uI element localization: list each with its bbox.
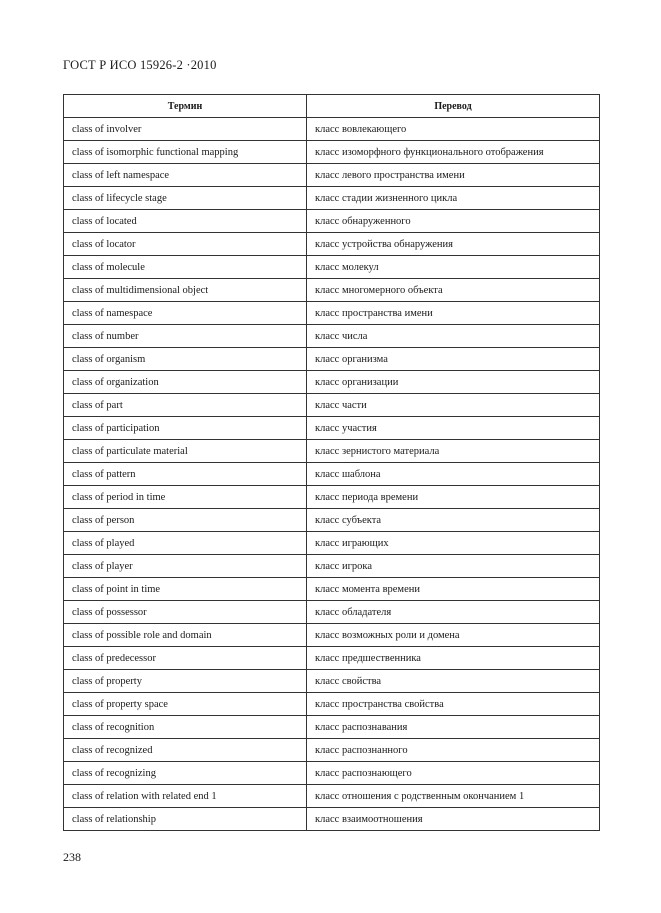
term-cell: class of isomorphic functional mapping (64, 141, 307, 164)
term-cell: class of pattern (64, 463, 307, 486)
table-row (64, 555, 600, 578)
translation-cell: класс обладателя (307, 601, 600, 624)
terms-table (63, 94, 600, 831)
table-row (64, 325, 600, 348)
term-cell: class of organism (64, 348, 307, 371)
translation-cell: класс возможных роли и домена (307, 624, 600, 647)
term-cell: class of number (64, 325, 307, 348)
table-row (64, 808, 600, 831)
term-cell: class of locator (64, 233, 307, 256)
term-cell: class of multidimensional object (64, 279, 307, 302)
translation-cell: класс пространства имени (307, 302, 600, 325)
translation-cell: класс свойства (307, 670, 600, 693)
table-row (64, 647, 600, 670)
table-row (64, 624, 600, 647)
table-row (64, 785, 600, 808)
term-cell: class of left namespace (64, 164, 307, 187)
table-row (64, 693, 600, 716)
term-cell: class of namespace (64, 302, 307, 325)
translation-cell: класс участия (307, 417, 600, 440)
table-header-row (64, 95, 600, 118)
term-cell: class of played (64, 532, 307, 555)
term-cell: class of particulate material (64, 440, 307, 463)
translation-cell: класс зернистого материала (307, 440, 600, 463)
table-row (64, 532, 600, 555)
table-row (64, 762, 600, 785)
term-cell: class of point in time (64, 578, 307, 601)
term-cell: class of property (64, 670, 307, 693)
table-row (64, 601, 600, 624)
table-row (64, 210, 600, 233)
table-row (64, 256, 600, 279)
term-cell: class of predecessor (64, 647, 307, 670)
term-cell: class of recognition (64, 716, 307, 739)
table-row (64, 394, 600, 417)
translation-cell: класс периода времени (307, 486, 600, 509)
table-row (64, 233, 600, 256)
translation-cell: класс распознающего (307, 762, 600, 785)
translation-cell: класс части (307, 394, 600, 417)
table-row (64, 578, 600, 601)
translation-cell: класс левого пространства имени (307, 164, 600, 187)
translation-cell: класс играющих (307, 532, 600, 555)
table-row (64, 371, 600, 394)
term-cell: class of relationship (64, 808, 307, 831)
table-row (64, 187, 600, 210)
table-row (64, 486, 600, 509)
term-cell: class of recognizing (64, 762, 307, 785)
translation-cell: класс предшественника (307, 647, 600, 670)
translation-cell: класс изоморфного функционального отображения (307, 141, 600, 164)
term-cell: class of possessor (64, 601, 307, 624)
term-cell: class of relation with related end 1 (64, 785, 307, 808)
translation-cell: класс числа (307, 325, 600, 348)
table-row (64, 164, 600, 187)
translation-cell: класс пространства свойства (307, 693, 600, 716)
document-header: ГОСТ Р ИСО 15926-2 ·2010 (63, 58, 217, 72)
translation-cell: класс игрока (307, 555, 600, 578)
term-cell: class of lifecycle stage (64, 187, 307, 210)
translation-cell: класс организации (307, 371, 600, 394)
translation-cell: класс момента времени (307, 578, 600, 601)
term-cell: class of property space (64, 693, 307, 716)
table-row (64, 118, 600, 141)
table-body (64, 118, 600, 831)
column-header-term: Термин (64, 95, 307, 118)
translation-cell: класс отношения с родственным окончанием 1 (307, 785, 600, 808)
translation-cell: класс субъекта (307, 509, 600, 532)
translation-cell: класс вовлекающего (307, 118, 600, 141)
term-cell: class of player (64, 555, 307, 578)
term-cell: class of organization (64, 371, 307, 394)
translation-cell: класс многомерного объекта (307, 279, 600, 302)
table-row (64, 279, 600, 302)
page-number: 238 (63, 850, 81, 864)
table-row (64, 463, 600, 486)
term-cell: class of period in time (64, 486, 307, 509)
translation-cell: класс взаимоотношения (307, 808, 600, 831)
table-row (64, 509, 600, 532)
translation-cell: класс шаблона (307, 463, 600, 486)
term-cell: class of participation (64, 417, 307, 440)
table-row (64, 716, 600, 739)
term-cell: class of molecule (64, 256, 307, 279)
table-row (64, 670, 600, 693)
table-row (64, 739, 600, 762)
translation-cell: класс распознанного (307, 739, 600, 762)
table-row (64, 417, 600, 440)
column-header-translation: Перевод (307, 95, 600, 118)
table-row (64, 302, 600, 325)
term-cell: class of possible role and domain (64, 624, 307, 647)
table-row (64, 141, 600, 164)
term-cell: class of located (64, 210, 307, 233)
term-cell: class of involver (64, 118, 307, 141)
term-cell: class of person (64, 509, 307, 532)
term-cell: class of recognized (64, 739, 307, 762)
table-row (64, 440, 600, 463)
translation-cell: класс обнаруженного (307, 210, 600, 233)
translation-cell: класс молекул (307, 256, 600, 279)
translation-cell: класс распознавания (307, 716, 600, 739)
translation-cell: класс организма (307, 348, 600, 371)
translation-cell: класс стадии жизненного цикла (307, 187, 600, 210)
translation-cell: класс устройства обнаружения (307, 233, 600, 256)
term-cell: class of part (64, 394, 307, 417)
table-row (64, 348, 600, 371)
